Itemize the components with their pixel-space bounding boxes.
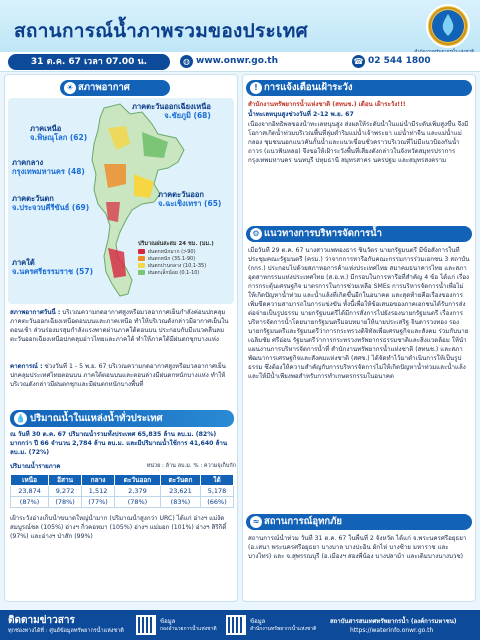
- table-caption: ปริมาณน้ำรายภาค: [10, 463, 61, 470]
- page-title: สถานการณ์น้ำภาพรวมของประเทศ: [14, 20, 308, 42]
- region-northeast: ภาคตะวันออกเฉียงเหนือ จ.ชัยภูมิ (68): [132, 102, 211, 120]
- table-cell: 23,874: [11, 486, 49, 497]
- qr-code-2[interactable]: [226, 615, 246, 635]
- onwr-logo: [426, 4, 470, 48]
- region-central: ภาคกลาง กรุงเทพมหานคร (48): [12, 158, 85, 176]
- table-cell: (77%): [82, 497, 115, 508]
- water-summary: ณ วันที่ 30 ต.ค. 67 ปริมาณน้ำรวมทั้งประเทศ 65,835 ล้าน ลบ.ม. (82%) มากกว่า ปี 66 จำนวน 2,784 ล้าน ลบ.ม. และมีปริมาณน้ำใช้การ 41,640 ล้าน ลบ.ม. (72%): [10, 431, 228, 456]
- report-date: 31 ต.ค. 67 เวลา 07.00 น.: [8, 54, 170, 70]
- alert-title: น้ำทะเลหนุนสูงช่วงวันที่ 2-12 พ.ย. 67: [248, 111, 354, 118]
- region-west: ภาคตะวันตก จ.ประจวบคีรีขันธ์ (69): [12, 194, 90, 212]
- footer: [0, 610, 480, 640]
- region-south: ภาคใต้ จ.นครศรีธรรมราช (57): [12, 258, 94, 276]
- alert-text: เนื่องจากอิทธิพลของน้ำทะเลหนุนสูง ส่งผลให้ระดับน้ำในแม่น้ำมีระดับเพิ่มสูงขึ้น จึงมีโอกาสเกิดน้ำท่วมบริเวณพื้นที่ลุ่มต่ำริมแม่น้ำเจ้าพระยา แม่น้ำท่าจีน และแม่น้ำแม่กลอง ชุมชนนอกแนวคันกั้นน้ำและแนวเขื่อนชั่วคราวบริเวณที่ไม่มีแนวป้องกันน้ำถาวร (แนวฟันหลอ) จึงขอให้เฝ้าระวังพื้นที่เสี่ยงดังกล่าวในจังหวัดสมุทรปราการ กรุงเทพมหานคร นนทบุรี ปทุมธานี สมุทรสาคร นครปฐม และสมุทรสงคราม: [248, 121, 469, 164]
- col-central: กลาง: [82, 475, 115, 486]
- management-text: เมื่อวันที่ 29 ต.ค. 67 นางสาวแพทองธาร ชินวัตร นายกรัฐมนตรี มีข้อสั่งการในที่ประชุมคณะรัฐมนตรี (ครม.) ว่าจากการหารือกับคณะกรรมการร่วมเอกชน 3 สถาบัน (กกร.) ประกอบไปด้วยสภาหอการค้าแห่งประเทศไทย สมาคมธนาคารไทย และสภาอุตสาหกรรมแห่งประเทศไทย (ส.อ.ท.) มีกรอบในการหารือที่สำคัญ 4 ข้อ ได้แก่ เรื่องการกระตุ้นเศรษฐกิจ มาตรการในการช่วยเหลือ SMEs การบริหารจัดการน้ำเพื่อไม่ให้เกิดปัญหาน้ำท่วม และน้ำแล้งที่เกิดขึ้นอีกในอนาคต และสุดท้ายคือเรื่องของการเพิ่มขีดความสามารถในการแข่งขัน ทั้งนี้เพื่อให้ข้อเสนอของภาคเอกชนได้รับการส่งต่อจ่ายเป็นรูปธรรม นายกรัฐมนตรีได้มีการสั่งการไปยังรองนายกรัฐมนตรี เรื่องการบริหารจัดการน้ำโดยนายกรัฐมนตรีมอบหมายให้นายประเสริฐ จินดารวงทอง รองนายกรัฐมนตรีและรัฐมนตรีว่าการกระทรวงดิจิทัลเพื่อเศรษฐกิจและสังคม ร่วมกับนายเฉลิมชัย ศรีอ่อน รัฐมนตรีว่าการกระทรวงทรัพยากรธรรมชาติและสิ่งแวดล้อม ให้นำแผนงานการบริหารจัดการน้ำที่ สำนักงานทรัพยากรน้ำแห่งชาติ (สทนช.) และสภาพัฒนาการเศรษฐกิจและสังคมแห่งชาติ (สศช.) ได้จัดทำไว้มาดำเนินการให้เป็นรูปธรรม ซึ่งต้องให้ความสำคัญกับการบริหารจัดการไม่ให้เกิดปัญหาน้ำท่วมและน้ำแล้ง และให้มีน้ำเพียงพอสำหรับการทำเกษตรกรรมในอนาคต: [248, 247, 470, 380]
- col-west: ตะวันตก: [160, 475, 200, 486]
- info-bar: [0, 52, 480, 72]
- follow-sub: ทุกช่องทางได้ที่ : ศูนย์ข้อมูลทรัพยากรน้ำแห่งชาติ: [8, 628, 124, 634]
- footer-url[interactable]: https://waterinfo.onwr.go.th: [350, 627, 434, 634]
- water-heading: 💧 ปริมาณน้ำในแหล่งน้ำทั่วประเทศ: [10, 410, 234, 427]
- footer-org: สถาบันสารสนเทศทรัพยากรน้ำ (องค์การมหาชน): [330, 618, 457, 625]
- gear-icon: ⚙: [250, 228, 262, 240]
- sun-icon: ☀: [64, 82, 76, 94]
- region-north: ภาคเหนือ จ.พิษณุโลก (62): [30, 124, 88, 142]
- management-heading: ⚙ แนวทางการบริหารจัดการน้ำ: [246, 226, 472, 242]
- alert-source: สำนักงานทรัพยากรน้ำแห่งชาติ (สทนช.) เตือน เฝ้าระวัง!!!: [248, 101, 406, 108]
- table-cell: 5,178: [200, 486, 233, 497]
- reservoir-note: เฝ้าระวังอ่างเก็บน้ำขนาดใหญ่น้ำมาก (ปริมาณน้ำสูงกว่า URC) ได้แก่ อ่างฯ แม่งัดสมบูรณ์ชล (105%) อ่างฯ กิ่วคอหมา (105%) อ่างฯ แม่มอก (101%) อ่างฯ สิริกิติ์ (97%) และอ่างฯ ป่าสัก (99%): [10, 515, 227, 540]
- table-cell: 23,621: [160, 486, 200, 497]
- alert-heading: ! การแจ้งเตือนเฝ้าระวัง: [246, 80, 472, 96]
- table-cell: 1,512: [82, 486, 115, 497]
- weather-forecast: คาดการณ์ : ช่วงวันที่ 1 - 5 พ.ย. 67 บริเวณความกดอากาศสูงหรือมวลอากาศเย็นปกคลุมประเทศไทยตอนบน ภาคใต้ตอนบนและตอนล่างมีฝนตกหนักบางแห่ง ทำให้บริเวณดังกล่าวมีฝนตกชุกและมีฝนตกหนักบางพื้นที่: [10, 363, 226, 388]
- qr-code-1[interactable]: [136, 615, 156, 635]
- source1-label: ข้อมูล: [160, 618, 176, 625]
- flood-heading: ≈ สถานการณ์อุทกภัย: [246, 514, 472, 530]
- regional-water-table: [10, 474, 234, 508]
- phone-icon: ☎: [353, 57, 364, 66]
- region-east: ภาคตะวันออก จ.ฉะเชิงเทรา (65): [158, 190, 222, 208]
- col-northeast: อีสาน: [49, 475, 82, 486]
- table-cell: (87%): [11, 497, 49, 508]
- table-cell: (78%): [49, 497, 82, 508]
- col-east: ตะวันออก: [115, 475, 161, 486]
- globe-icon: ◍: [180, 55, 193, 68]
- table-cell: 2,379: [115, 486, 161, 497]
- table-cell: 9,272: [49, 486, 82, 497]
- flood-text: สถานการณ์น้ำท่วม วันที่ 31 ต.ค. 67 ในพื้นที่ 2 จังหวัด ได้แก่ จ.พระนครศรีอยุธยา (อ.เสนา พระนครศรีอยุธยา บางบาล บางปะอิน ผักไห่ บางซ้าย มหาราช และบางไทร) และ จ.สุพรรณบุรี (อ.เมืองฯ สองพี่น้อง บางปลาม้า และเดิมบางนางบวช): [248, 535, 467, 560]
- col-south: ใต้: [200, 475, 233, 486]
- weather-summary: สภาพอากาศวันนี้ : บริเวณความกดอากาศสูงหรือมวลอากาศเย็นกำลังค่อนปกคลุมภาคตะวันออกเฉียงเหนือตอนบนและภาคเหนือ ทำให้บริเวณดังกล่าวมีอากาศเย็นในตอนเช้า ส่วนร่องมรสุมกำลังแรงพาดผ่านภาคใต้ตอนบน ประกอบกับมีแนวคลื่นลมตะวันออกเฉียงเหนือปกคลุมอ่าวไทยและภาคใต้ ทำให้ภาคใต้มีฝนตกชุกบางแห่ง: [10, 309, 229, 343]
- table-cell: (66%): [200, 497, 233, 508]
- water-drop-icon: 💧: [15, 414, 26, 423]
- phone-number[interactable]: 02 544 1800: [368, 56, 431, 66]
- source1-text: กองอำนวยการน้ำแห่งชาติ: [160, 626, 217, 632]
- weather-heading: ☀ สภาพอากาศ: [60, 80, 170, 96]
- rain-map: [8, 98, 234, 304]
- rain-legend: ปริมาณฝนสะสม 24 ชม. (มม.) ฝนตกหนักมาก (>90) ฝนตกหนัก (35.1-90) ฝนตกปานกลาง (10.1-35) ฝนตกเล็กน้อย (0.1-10): [138, 241, 214, 276]
- table-cell: (83%): [160, 497, 200, 508]
- table-unit: หน่วย : ล้าน ลบ.ม. % : ความจุเก็บกัก: [146, 463, 236, 469]
- flood-icon: ≈: [250, 516, 262, 528]
- source2-text: สำนักงานทรัพยากรน้ำแห่งชาติ: [250, 626, 317, 632]
- follow-title: ติดตามข่าวสาร: [8, 615, 75, 626]
- warning-icon: !: [250, 82, 262, 94]
- website-link[interactable]: www.onwr.go.th: [196, 56, 279, 66]
- source2-label: ข้อมูล: [250, 618, 266, 625]
- col-north: เหนือ: [11, 475, 49, 486]
- header-banner: [0, 0, 480, 52]
- table-cell: (78%): [115, 497, 161, 508]
